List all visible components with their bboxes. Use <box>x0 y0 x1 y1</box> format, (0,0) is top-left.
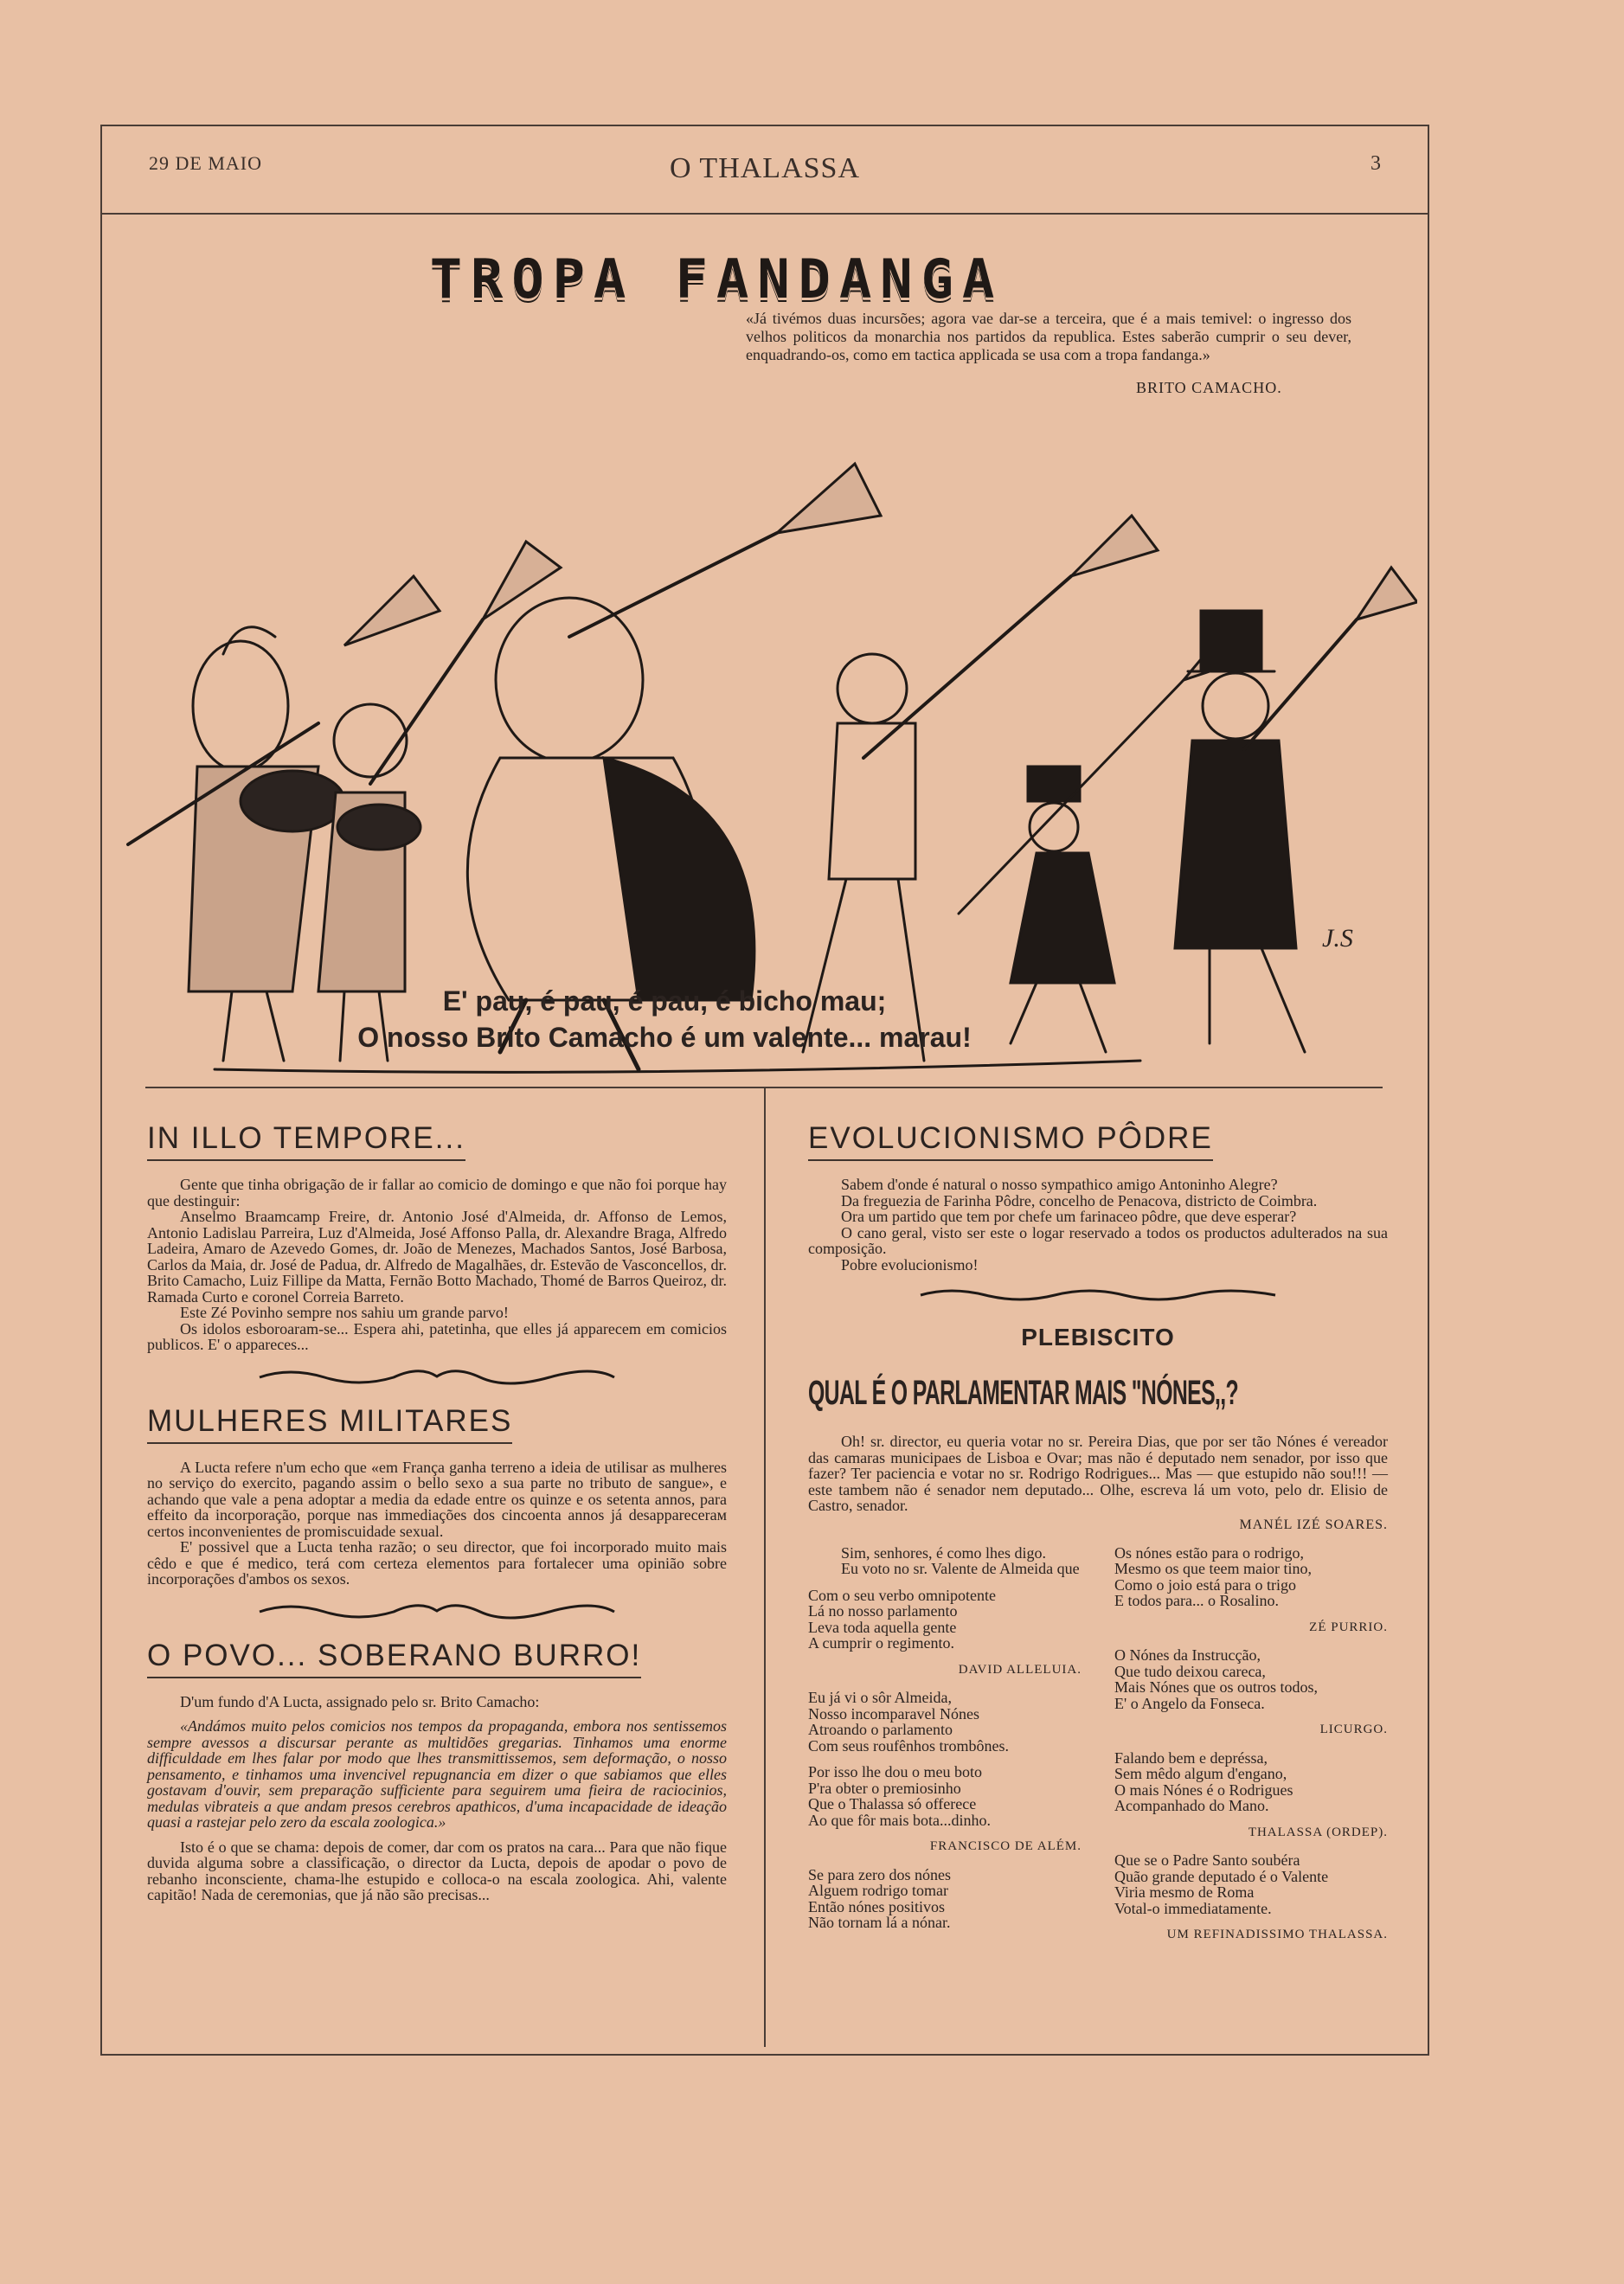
signature: ZÉ PURRIO. <box>1309 1620 1388 1634</box>
caption-line-1: E' pau, é pau, é pau, é bicho mau; <box>442 985 887 1017</box>
paragraph: Pobre evolucionismo! <box>841 1255 979 1274</box>
article-title-o-povo: O POVO... SOBERANO BURRO! <box>147 1639 641 1678</box>
paragraph: Da freguezia de Farinha Pôdre, concelho de Penacova, districto de Coimbra. <box>841 1191 1318 1209</box>
article-title-mulheres-militares: MULHERES MILITARES <box>147 1404 512 1444</box>
paragraph: Isto é o que se chama: depois de comer, dar com os pratos na cara... Para que não fique duvida alguma sobre a classificação, o director da Lucta, depois de apodar o povo de rebanho inconsciente, chama-lhe estupido e colloca-o na escala zoologica. Ahi, valente capitão! Nada de ceremonias, que já não são precisas... <box>147 1838 727 1903</box>
ornament-divider <box>147 1600 727 1626</box>
paragraph: Este Zé Povinho sempre nos sahiu um grande parvo! <box>180 1304 509 1321</box>
verse: Que se o Padre Santo soubéra Quão grande deputado é o Valente Viria mesmo de Roma Votal-o immediatamente. <box>1114 1851 1329 1917</box>
cartoon-epigraph: «Já tivémos duas incursões; agora vae dar-se a terceira, que é a mais temivel: o ingresso dos velhos politicos da monarchia nos partidos da republica. Estes saberão cumprir o seu dever, enquadrando-os, como em tactica applicada se usa com a tropa fandanga.» <box>746 310 1351 363</box>
verse: Com o seu verbo omnipotente Lá no nosso parlamento Leva toda aquella gente A cumprir o regimento. <box>808 1586 996 1652</box>
signature: LICURGO. <box>1319 1723 1388 1736</box>
signature: MANÉL IZÉ SOARES. <box>1239 1517 1388 1532</box>
verse: Se para zero dos nónes Alguem rodrigo tomar Então nónes positivos Não tornam lá a nónar. <box>808 1865 951 1931</box>
page-frame <box>100 125 1429 2056</box>
issue-date: 29 DE MAIO <box>149 152 262 174</box>
paragraph: E' possivel que a Lucta tenha razão; o seu director, que foi incorporado muito mais cêdo e que é medico, terá com certeza elementos para fortalecer uma opinião sobre incorporações d'ambos os sexos. <box>147 1538 727 1588</box>
cartoon-signature: J.S <box>1322 924 1353 953</box>
cartoon-title: TROPA FANDANGA <box>429 247 1004 311</box>
left-column <box>147 1121 727 1903</box>
plebiscito-question: QUAL É O PARLAMENTAR MAIS "NÓNES,,? <box>808 1374 1239 1412</box>
paragraph: Os idolos esboroaram-se... Espera ahi, patetinha, que elles já apparecem em comicios publicos. E' o appareces... <box>147 1319 727 1353</box>
newspaper-title: O THALASSA <box>669 152 860 184</box>
epigraph-author: BRITO CAMACHO. <box>1136 379 1282 396</box>
plebiscito-intro: Oh! sr. director, eu queria votar no sr. Pereira Dias, que por ser tão Nónes é vereador das camaras municipaes de Lisboa e Ovar; mas não é deputado nem senador, por isso que fazer? Ter paciencia e votar no sr. Rodrigo Rodrigues... Mas — que estupido não sou!!! — este tambem não é senador nem deputado... Olhe, escreva lá um voto, pelo dr. Elisio de Castro, senador. <box>808 1433 1388 1514</box>
paragraph: Ora um partido que tem por chefe um farinaceo pôdre, que deve esperar? <box>841 1208 1297 1225</box>
caption-line-2: O nosso Brito Camacho é um valente... marau! <box>357 1022 972 1053</box>
cartoon-caption <box>102 983 1227 1055</box>
article-title-evolucionismo: EVOLUCIONISMO PÔDRE <box>808 1121 1213 1161</box>
header-rule <box>102 213 1428 215</box>
paragraph: Gente que tinha obrigação de ir fallar ao comicio de domingo e que não foi porque hay que destinguir: <box>147 1176 727 1209</box>
ornament-divider <box>808 1285 1388 1308</box>
verse: Falando bem e depréssa, Sem mêdo algum d'engano, O mais Nónes é o Rodrigues Acompanhado do Mano. <box>1114 1748 1293 1814</box>
paragraph: O cano geral, visto ser este o logar reservado a todos os productos adulterados na sua composição. <box>808 1223 1388 1257</box>
verse: Eu voto no sr. Valente de Almeida que <box>841 1560 1080 1577</box>
article-title-in-illo-tempore: IN ILLO TEMPORE... <box>147 1121 465 1161</box>
column-rule <box>764 1088 766 2047</box>
verse: O Nónes da Instrucção, Que tudo deixou careca, Mais Nónes que os outros todos, E' o Angelo da Fonseca. <box>1114 1646 1318 1712</box>
quote-paragraph: «Andámos muito pelos comicios nos tempos da propaganda, embora nos sentissemos sempre avessos a discursar perante as multidões gregarias. Tinhamos uma enorme difficuldade em lhes falar por modo que lhes transmittissemos, sem deformação, o nosso pensamento, e tinhamos uma invencivel repugnancia em dizer o que sabiamos que elles gostavam d'ouvir, sem preparação sufficiente para seguirem uma fieira de raciocinios, medulas vibrateis a que andam presos cerebros apathicos, d'uma incapacidade de ideação quasi a rastejar pelo zero da escala zoologica.» <box>147 1717 727 1831</box>
verse: Por isso lhe dou o meu boto P'ra obter o premiosinho Que o Thalassa só offerece Ao que fôr mais bota...dinho. <box>808 1763 991 1829</box>
verse: Os nónes estão para o rodrigo, Mesmo os que teem maior tino, Como o joio está para o trigo E todos para... o Rosalino. <box>1114 1543 1312 1609</box>
verse: Eu já vi o sôr Almeida, Nosso incomparavel Nónes Atroando o parlamento Com seus roufênhos trombônes. <box>808 1689 1009 1755</box>
paragraph: Anselmo Braamcamp Freire, dr. Antonio José d'Almeida, dr. Affonso de Lemos, Antonio Ladislau Parreira, Luz d'Almeida, José Affonso Palla, dr. Alexandre Braga, Alfredo Ladeira, Amaro de Azevedo Gomes, dr. João de Menezes, Machados Santos, José Barbosa, Carlos da Maia, dr. José de Padua, dr. Alfredo de Magalhães, dr. Estevão de Vasconcellos, dr. Brito Camacho, Luiz Fillipe da Matta, Fernão Botto Machado, Thomé de Barros Queiroz, dr. Ramada Curto e coronel Correia Barreto. <box>147 1208 728 1306</box>
signature: UM REFINADISSIMO THALASSA. <box>1166 1928 1388 1941</box>
verse-column-right <box>1114 1545 1388 1955</box>
ornament-divider <box>147 1365 727 1392</box>
paragraph: D'um fundo d'A Lucta, assignado pelo sr. Brito Camacho: <box>180 1692 540 1710</box>
signature: FRANCISCO DE ALÉM. <box>929 1839 1082 1853</box>
plebiscito-label: PLEBISCITO <box>1021 1324 1175 1351</box>
signature: THALASSA (ORDEP). <box>1248 1825 1388 1839</box>
verses <box>808 1545 1388 1955</box>
page-number: 3 <box>1370 152 1381 175</box>
paragraph: A Lucta refere n'um echo que «em França ganha terreno a ideia de utilisar as mulheres no serviço do exercito, pagando assim o bello sexo a sua parte no tributo de sangue», e achando que vale a pena adoptar a media da edade entre os quinze e os setenta annos, para effeito da incorporação, porque nas immediações dos cincoenta annos já desapparecerам certos inconvenientes de promiscuidade sexual. <box>147 1458 727 1540</box>
verse: Sim, senhores, é como lhes digo. <box>841 1543 1046 1562</box>
signature: DAVID ALLELUIA. <box>958 1662 1082 1677</box>
right-column <box>808 1121 1388 1955</box>
verse-column-left <box>808 1545 1082 1955</box>
paragraph: Sabem d'onde é natural o nosso sympathico amigo Antoninho Alegre? <box>841 1176 1278 1193</box>
